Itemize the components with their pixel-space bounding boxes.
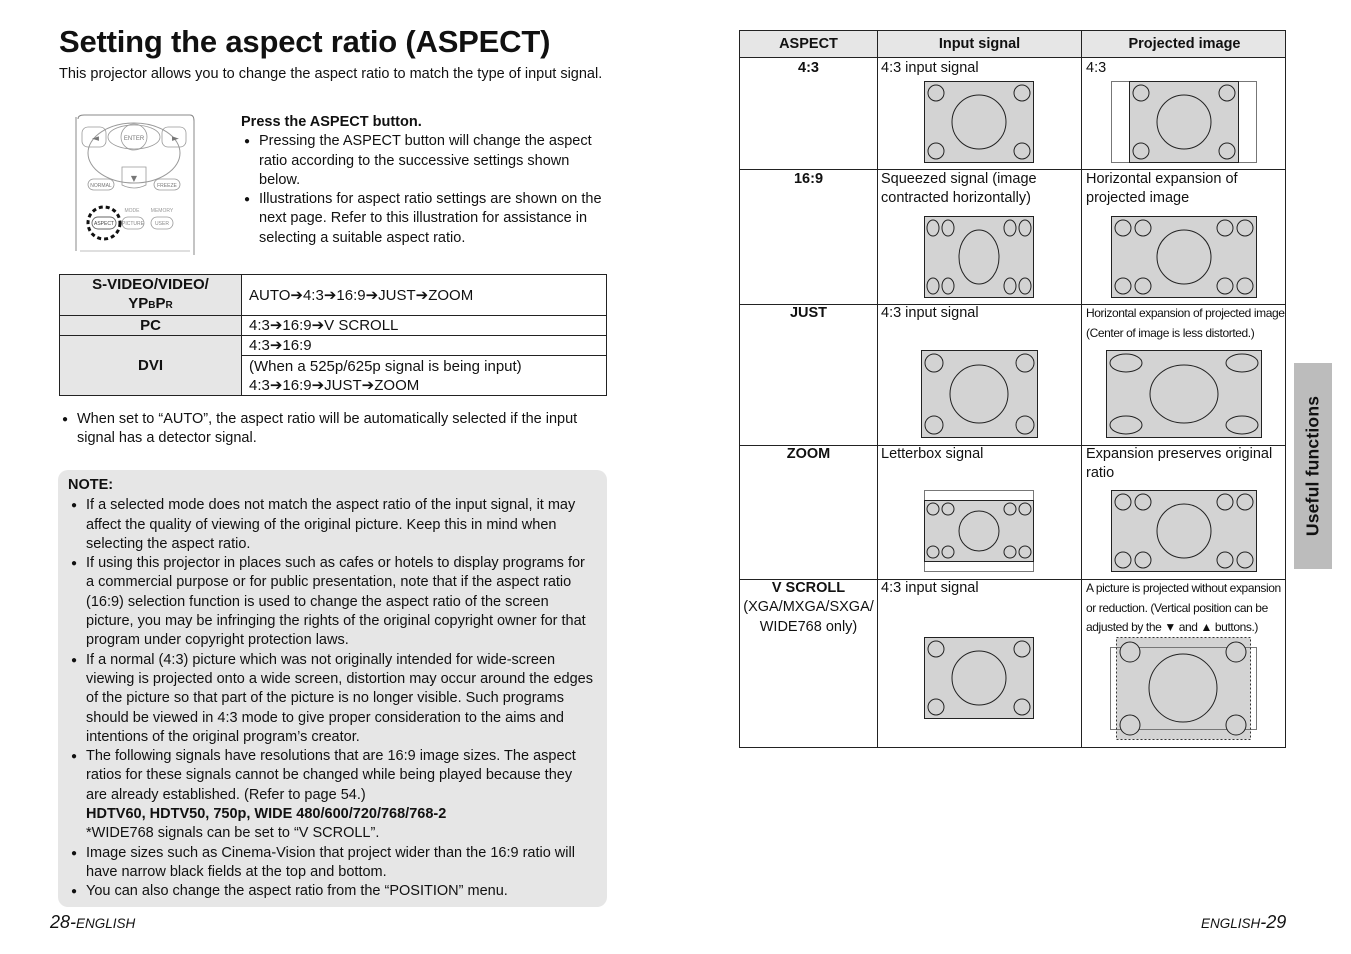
table-row-projected: 4:3 <box>1086 60 1107 76</box>
page-number-left: 28-ENGLISH <box>50 912 136 932</box>
input-image-4x3-vscroll <box>924 637 1034 719</box>
section-tab-label: Useful functions <box>1302 395 1323 537</box>
table-row-mode: JUST <box>789 305 828 321</box>
note-heading: NOTE: <box>68 477 114 493</box>
page-number-right: ENGLISH-29 <box>1201 912 1287 932</box>
table-row-input: Letterbox signal <box>881 446 984 462</box>
dvi-sequence-2: (When a 525p/625p signal is being input) 4:3➔16:9➔JUST➔ZOOM <box>242 356 607 396</box>
table-row-mode: 4:3 <box>798 60 819 76</box>
table-row-mode: 16:9 <box>793 171 824 187</box>
enter-label: ENTER <box>123 136 145 142</box>
input-image-4x3-just <box>921 350 1038 438</box>
section-tab <box>1294 363 1332 569</box>
pc-sequence: 4:3➔16:9➔V SCROLL <box>242 316 607 336</box>
freeze-label: FREEZE <box>157 183 177 189</box>
projected-image-zoom <box>1111 490 1257 572</box>
note-item: ● The following signals have resolutions that are 16:9 image sizes. The aspect ratios for these signals cannot be changed while being played because they are already established. (Refer to page 54.) HDTV60, HDTV50, 750p, WIDE 480/600/720/768/768-2 *WIDE768 signals can be set to “V SCROLL”. <box>68 747 595 843</box>
projected-image-4x3 <box>1111 81 1257 163</box>
projected-image-vscroll <box>1110 637 1258 741</box>
press-heading: Press the ASPECT button. <box>241 114 422 130</box>
table-row-mode: ZOOM <box>786 446 831 462</box>
note-item: ● If a selected mode does not match the aspect ratio of the input signal, it may affect the quality of viewing of the original picture. Keep this in mind when selecting the aspect ratio. <box>68 496 595 554</box>
svg-text:◄: ◄ <box>92 134 99 144</box>
aspect-illustration-table <box>739 30 1286 748</box>
note-item: ● Image sizes such as Cinema-Vision that project wider than the 16:9 ratio will have narrow black fields at the top and bottom. <box>68 844 595 883</box>
page-title: Setting the aspect ratio (ASPECT) <box>59 24 551 59</box>
table-row-projected: A picture is projected without expansion or reduction. (Vertical position can be adjusted by the ▼ and ▲ buttons.) <box>1086 581 1281 634</box>
projected-image-just <box>1106 350 1262 438</box>
header-input-signal: Input signal <box>938 36 1021 52</box>
table-row-input: 4:3 input signal <box>881 580 979 596</box>
table-row-projected: Expansion preserves original ratio <box>1086 446 1273 482</box>
note-item: ● If using this projector in places such as cafes or hotels to display programs for a commercial purpose or for public presentation, note that if the aspect ratio (16:9) selection function is used to change the aspect ratio of the screen picture, you may be infringing the rights of the original copyright owner for that program under copyright protection laws. <box>68 554 595 650</box>
svg-text:►: ► <box>172 134 179 144</box>
header-aspect: ASPECT <box>779 36 838 52</box>
press-bullet: ● Pressing the ASPECT button will change the aspect ratio according to the successive settings shown below. <box>241 132 613 190</box>
table-row-projected: Horizontal expansion of projected image <box>1086 171 1238 207</box>
input-image-squeezed <box>924 216 1034 298</box>
remote-control-illustration <box>72 113 196 255</box>
projected-image-16x9 <box>1111 216 1257 298</box>
input-image-4x3 <box>924 81 1034 163</box>
normal-label: NORMAL <box>90 183 112 189</box>
hd-signal-list: HDTV60, HDTV50, 750p, WIDE 480/600/720/768/768-2 <box>86 806 447 823</box>
pc-label: PC <box>60 316 242 336</box>
table-row-input: 4:3 input signal <box>881 60 979 76</box>
note-item: ● If a normal (4:3) picture which was not originally intended for wide-screen viewing is projected onto a wide screen, distortion may occur around the edges of the picture so that part of the picture is no longer visible. Such programs should be viewed in 4:3 mode to give proper consideration to the aims and intentions of the original program’s creator. <box>68 651 595 747</box>
dvi-sequence-1: 4:3➔16:9 <box>242 336 607 356</box>
svideo-sequence: AUTO➔4:3➔16:9➔JUST➔ZOOM <box>242 275 607 316</box>
header-projected-image: Projected image <box>1128 36 1241 52</box>
svideo-label: S-VIDEO/VIDEO/ YPBPR <box>60 275 242 316</box>
dvi-label: DVI <box>60 336 242 396</box>
input-image-letterbox <box>924 490 1034 572</box>
intro-text: This projector allows you to change the aspect ratio to match the type of input signal. <box>59 66 603 82</box>
table-row-projected: Horizontal expansion of projected image (Center of image is less distorted.) <box>1086 306 1285 340</box>
press-bullet: ● Illustrations for aspect ratio settings are shown on the next page. Refer to this illustration for assistance in selecting a suitable aspect ratio. <box>241 190 613 248</box>
mode-label: MODE <box>124 208 140 214</box>
note-box <box>58 470 607 907</box>
note-item: ● You can also change the aspect ratio from the “POSITION” menu. <box>68 882 595 901</box>
user-label: USER <box>155 221 169 227</box>
svg-text:▼: ▼ <box>130 174 138 183</box>
aspect-sequence-table <box>59 274 607 396</box>
press-instructions <box>241 113 613 248</box>
memory-label: MEMORY <box>150 208 174 214</box>
picture-label: PICTURE <box>122 221 144 227</box>
table-row-input: 4:3 input signal <box>881 305 979 321</box>
auto-note: ● When set to “AUTO”, the aspect ratio will be automatically selected if the input signal has a detector signal. <box>59 410 609 449</box>
table-row-input: Squeezed signal (image contracted horizontally) <box>881 171 1037 207</box>
aspect-label: ASPECT <box>93 221 115 227</box>
table-row-mode: V SCROLL (XGA/MXGA/SXGA/ WIDE768 only) <box>743 580 874 635</box>
